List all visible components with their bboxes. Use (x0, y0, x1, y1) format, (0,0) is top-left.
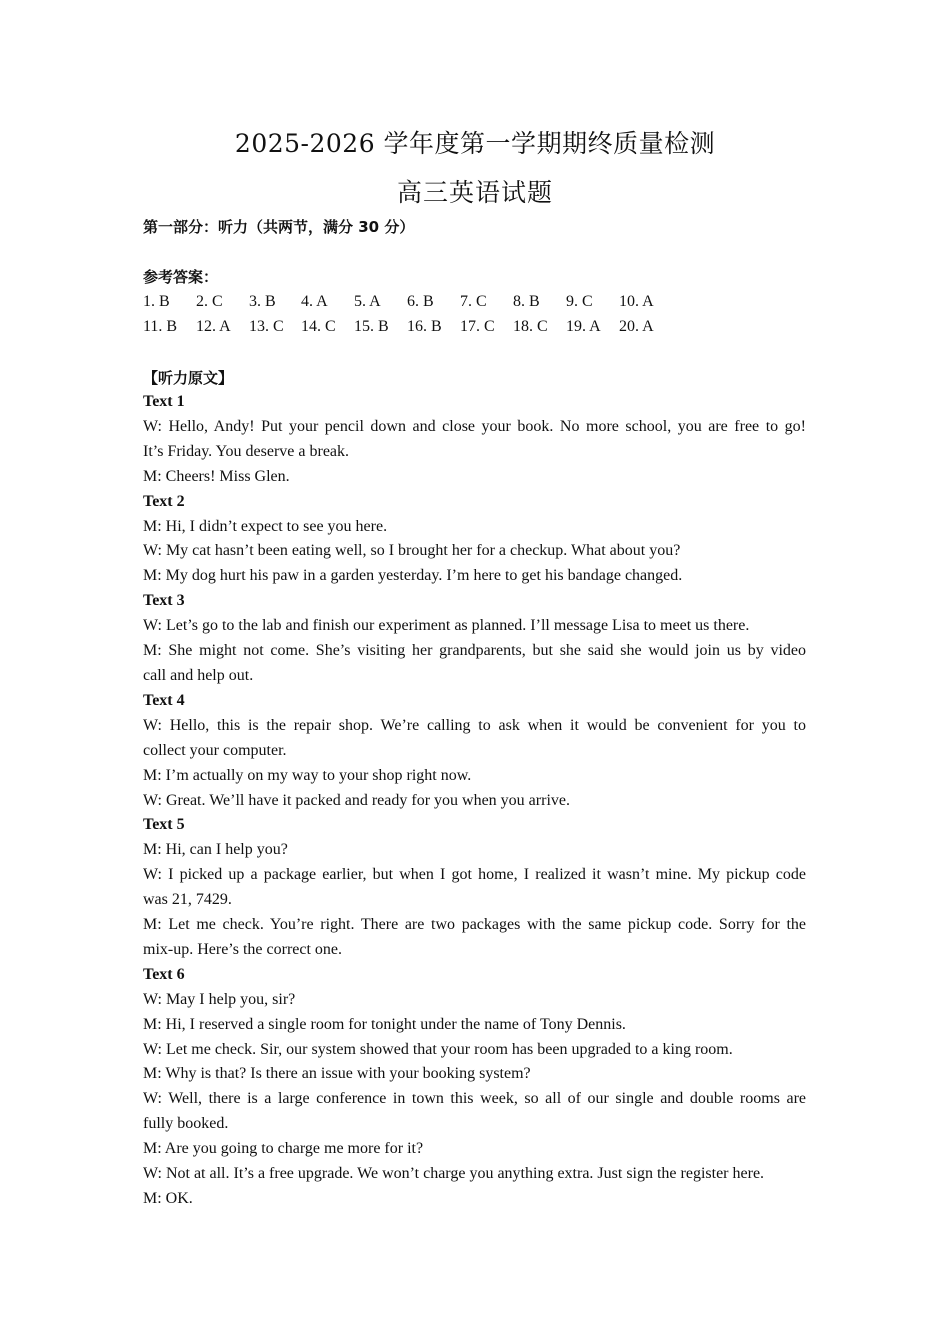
answer-item: 10. A (619, 293, 654, 310)
section-heading: 第一部分：听力（共两节，满分 30 分） (143, 218, 415, 236)
dialogue-line: W: Hello, this is the repair shop. We’re calling to ask when it would be convenient for you to (143, 716, 806, 734)
dialogue-line: M: Let me check. You’re right. There are two packages with the same pickup code. Sorry for the (143, 916, 806, 934)
dialogue-line: M: My dog hurt his paw in a garden yesterday. I’m here to get his bandage changed. (143, 567, 683, 585)
page-title: 2025-2026 学年度第一学期期终质量检测 (234, 129, 716, 158)
answer-item: 5. A (354, 293, 381, 310)
answer-item: 8. B (513, 293, 540, 310)
answer-item: 9. C (566, 293, 593, 310)
dialogue-line: M: OK. (143, 1190, 193, 1207)
page-subtitle: 高三英语试题 (396, 178, 553, 207)
text-label: Text 3 (143, 592, 185, 610)
dialogue-line: M: Cheers! Miss Glen. (143, 467, 290, 485)
answer-item: 3. B (249, 293, 276, 310)
answer-item: 13. C (249, 318, 284, 335)
answer-item: 17. C (460, 318, 495, 335)
answer-item: 18. C (513, 318, 548, 335)
answer-item: 20. A (619, 318, 654, 335)
dialogue-line: W: I picked up a package earlier, but when I got home, I realized it wasn’t mine. My pickup code (143, 866, 806, 884)
dialogue-line: call and help out. (143, 666, 254, 684)
answer-item: 1. B (143, 293, 170, 310)
dialogue-line: W: Let’s go to the lab and finish our experiment as planned. I’ll message Lisa to meet us there. (143, 617, 750, 635)
dialogue-line: M: I’m actually on my way to your shop right now. (143, 766, 472, 784)
text-label: Text 1 (143, 393, 185, 410)
dialogue-line: W: Let me check. Sir, our system showed that your room has been upgraded to a king room. (143, 1040, 733, 1058)
dialogue-line: It’s Friday. You deserve a break. (143, 442, 350, 460)
answer-item: 2. C (196, 293, 223, 310)
text-label: Text 2 (143, 492, 185, 510)
answer-item: 16. B (407, 318, 442, 335)
dialogue-line: collect your computer. (143, 741, 287, 759)
answer-item: 6. B (407, 293, 434, 310)
dialogue-line: W: Great. We’ll have it packed and ready for you when you arrive. (143, 791, 570, 809)
dialogue-line: W: May I help you, sir? (143, 990, 296, 1008)
dialogue-line: was 21, 7429. (143, 891, 232, 909)
text-label: Text 6 (143, 965, 185, 983)
answer-item: 7. C (460, 293, 487, 310)
dialogue-line: W: Hello, Andy! Put your pencil down and close your book. No more school, you are free to go! (143, 417, 806, 435)
dialogue-line: M: Are you going to charge me more for it? (143, 1140, 424, 1158)
answer-item: 14. C (301, 318, 336, 335)
dialogue-line: fully booked. (143, 1115, 229, 1133)
answer-item: 4. A (301, 293, 328, 310)
text-label: Text 4 (143, 691, 185, 709)
answer-item: 15. B (354, 318, 389, 335)
answer-item: 19. A (566, 318, 601, 335)
transcript-heading: 【听力原文】 (143, 369, 234, 387)
dialogue-line: W: Well, there is a large conference in town this week, so all of our single and double rooms are (143, 1090, 806, 1108)
dialogue-line: W: Not at all. It’s a free upgrade. We won’t charge you anything extra. Just sign the register here. (143, 1165, 765, 1183)
dialogue-line: M: Hi, I didn’t expect to see you here. (143, 517, 388, 535)
dialogue-line: M: Hi, I reserved a single room for tonight under the name of Tony Dennis. (143, 1015, 626, 1033)
transcript-body (143, 390, 806, 1212)
dialogue-line: M: She might not come. She’s visiting her grandparents, but she said she would join us by video (143, 642, 806, 660)
dialogue-line: mix-up. Here’s the correct one. (143, 940, 343, 958)
answers-label: 参考答案： (143, 268, 219, 286)
answer-item: 11. B (143, 318, 178, 335)
text-label: Text 5 (143, 816, 185, 834)
dialogue-line: W: My cat hasn’t been eating well, so I brought her for a checkup. What about you? (143, 542, 681, 560)
dialogue-line: M: Hi, can I help you? (143, 841, 288, 859)
dialogue-line: M: Why is that? Is there an issue with your booking system? (143, 1065, 531, 1083)
answer-item: 12. A (196, 318, 231, 335)
